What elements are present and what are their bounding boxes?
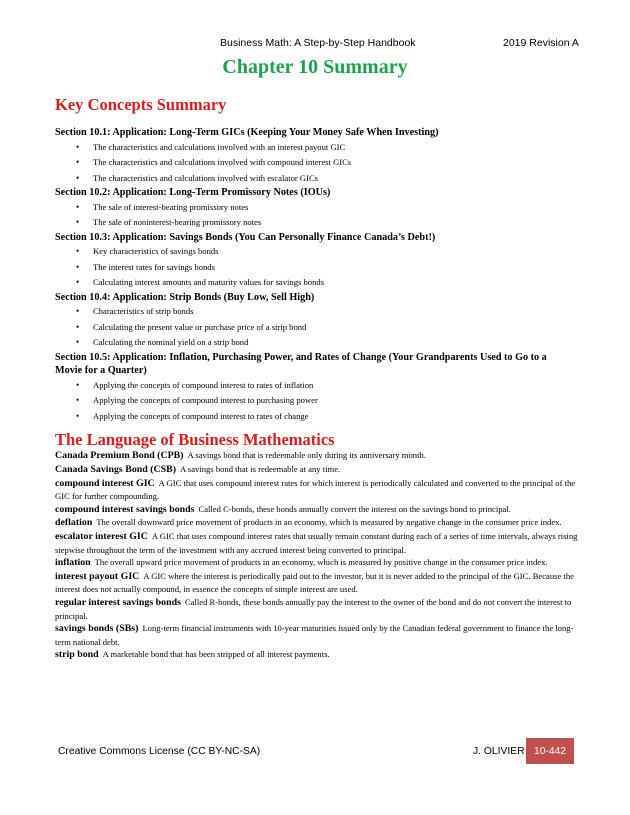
section-10-2	[55, 186, 575, 231]
page-number-badge	[526, 738, 574, 764]
list-item: • Calculating interest amounts and maturity values for savings bonds	[55, 275, 575, 291]
glossary-entry	[55, 477, 578, 503]
glossary-definition: The overall upward price movement of products in an economy, which is measured by positive change in the consumer price index.	[94, 557, 548, 568]
glossary-entry	[55, 596, 578, 622]
glossary-definition: A GIC that uses compound interest rates that usually remain constant during each of a series of time intervals, always rising stepwise throughout the term of the investment with any accrued interest being converted to principal.	[55, 531, 578, 555]
glossary-entry	[55, 463, 578, 476]
page-number: 10-442	[533, 745, 567, 757]
glossary-term: savings bonds (SBs)	[55, 623, 139, 635]
chapter-title: Chapter 10 Summary	[222, 56, 408, 78]
footer-author: J. OLIVIER	[473, 746, 525, 757]
footer-license: Creative Commons License (CC BY-NC-SA)	[58, 746, 261, 757]
section-title: Section 10.5: Application: Inflation, Purchasing Power, and Rates of Change (Your Grandparents Used to Go to a Movie for a Quarter)	[55, 351, 547, 376]
glossary-definition: A savings bond that is redeemable at any time.	[180, 463, 341, 474]
list-item: • The sale of interest-bearing promissory notes	[55, 200, 575, 216]
glossary-term: interest payout GIC	[55, 571, 140, 583]
glossary-definition: A GIC that uses compound interest rates for which interest is periodically calculated and converted to the principal of the GIC for further compounding.	[55, 477, 576, 501]
section-title: Section 10.2: Application: Long-Term Promissory Notes (IOUs)	[55, 187, 331, 198]
list-item: • Applying the concepts of compound interest to rates of change	[55, 409, 575, 425]
glossary-term: Canada Premium Bond (CPB)	[55, 450, 184, 461]
language-heading: The Language of Business Mathematics	[55, 430, 335, 449]
list-item: • Characteristics of strip bonds	[55, 304, 575, 320]
glossary-entry	[55, 516, 578, 529]
glossary-entry	[55, 648, 578, 661]
glossary-definition: The overall downward price movement of products in an economy, which is measured by negative change in the consumer price index.	[96, 517, 562, 528]
glossary-definition: A marketable bond that has been stripped of all interest payments.	[102, 649, 330, 660]
glossary-definition: A savings bond that is redeemable only during its anniversary month.	[187, 450, 426, 460]
glossary-term: inflation	[55, 557, 91, 569]
section-10-5	[55, 351, 575, 425]
section-title: Section 10.1: Application: Long-Term GICs (Keeping Your Money Safe When Investing)	[55, 127, 439, 138]
list-item: • The interest rates for savings bonds	[55, 260, 575, 276]
section-10-4	[55, 291, 575, 351]
section-title: Section 10.3: Application: Savings Bonds (You Can Personally Finance Canada’s Debt!)	[55, 231, 436, 243]
glossary-definition: Called R-bonds, these bonds annually pay the interest to the owner of the bond and do not convert the interest to principal.	[55, 597, 572, 621]
list-item: • Key characteristics of savings bonds	[55, 244, 575, 260]
glossary-entry	[55, 503, 578, 516]
glossary-term: deflation	[55, 517, 93, 529]
running-header-revision: 2019 Revision A	[503, 37, 579, 49]
glossary-term: Canada Savings Bond (CSB)	[55, 463, 177, 475]
section-10-3	[55, 231, 575, 291]
list-item: • Calculating the present value or purchase price of a strip bond	[55, 320, 575, 336]
glossary-definition: Long-term financial instruments with 10-year maturities issued only by the Canadian federal government to finance the long-term national debt.	[55, 623, 574, 647]
key-concepts-list	[55, 126, 575, 424]
list-item: • The sale of noninterest-bearing promissory notes	[55, 215, 575, 231]
glossary-definition: Called C-bonds, these bonds annually convert the interest on the savings bond to principal.	[198, 503, 511, 514]
glossary	[55, 449, 578, 662]
glossary-term: regular interest savings bonds	[55, 597, 181, 609]
key-concepts-heading: Key Concepts Summary	[55, 95, 227, 114]
glossary-entry	[55, 556, 578, 569]
glossary-term: strip bond	[55, 649, 99, 661]
list-item: • Applying the concepts of compound interest to rates of inflation	[55, 378, 575, 394]
running-header-title: Business Math: A Step-by-Step Handbook	[220, 37, 416, 49]
list-item: • The characteristics and calculations involved with an interest payout GIC	[55, 140, 575, 156]
list-item: • Applying the concepts of compound interest to purchasing power	[55, 393, 575, 409]
section-10-1	[55, 126, 575, 186]
section-title: Section 10.4: Application: Strip Bonds (Buy Low, Sell High)	[55, 291, 315, 303]
glossary-entry	[55, 530, 578, 556]
glossary-term: escalator interest GIC	[55, 531, 148, 543]
glossary-term: compound interest GIC	[55, 477, 155, 489]
glossary-entry	[55, 449, 578, 462]
list-item: • The characteristics and calculations involved with compound interest GICs	[55, 155, 575, 171]
glossary-entry	[55, 570, 578, 596]
glossary-definition: A GIC where the interest is periodically paid out to the investor, but it is never added to the principal of the GIC. Because the interest does not actually compound, in essence the concepts of simple interest are used.	[55, 571, 574, 595]
glossary-term: compound interest savings bonds	[55, 503, 195, 515]
list-item: • Calculating the nominal yield on a strip bond	[55, 335, 575, 351]
glossary-entry	[55, 622, 578, 648]
list-item: • The characteristics and calculations involved with escalator GICs	[55, 171, 575, 187]
